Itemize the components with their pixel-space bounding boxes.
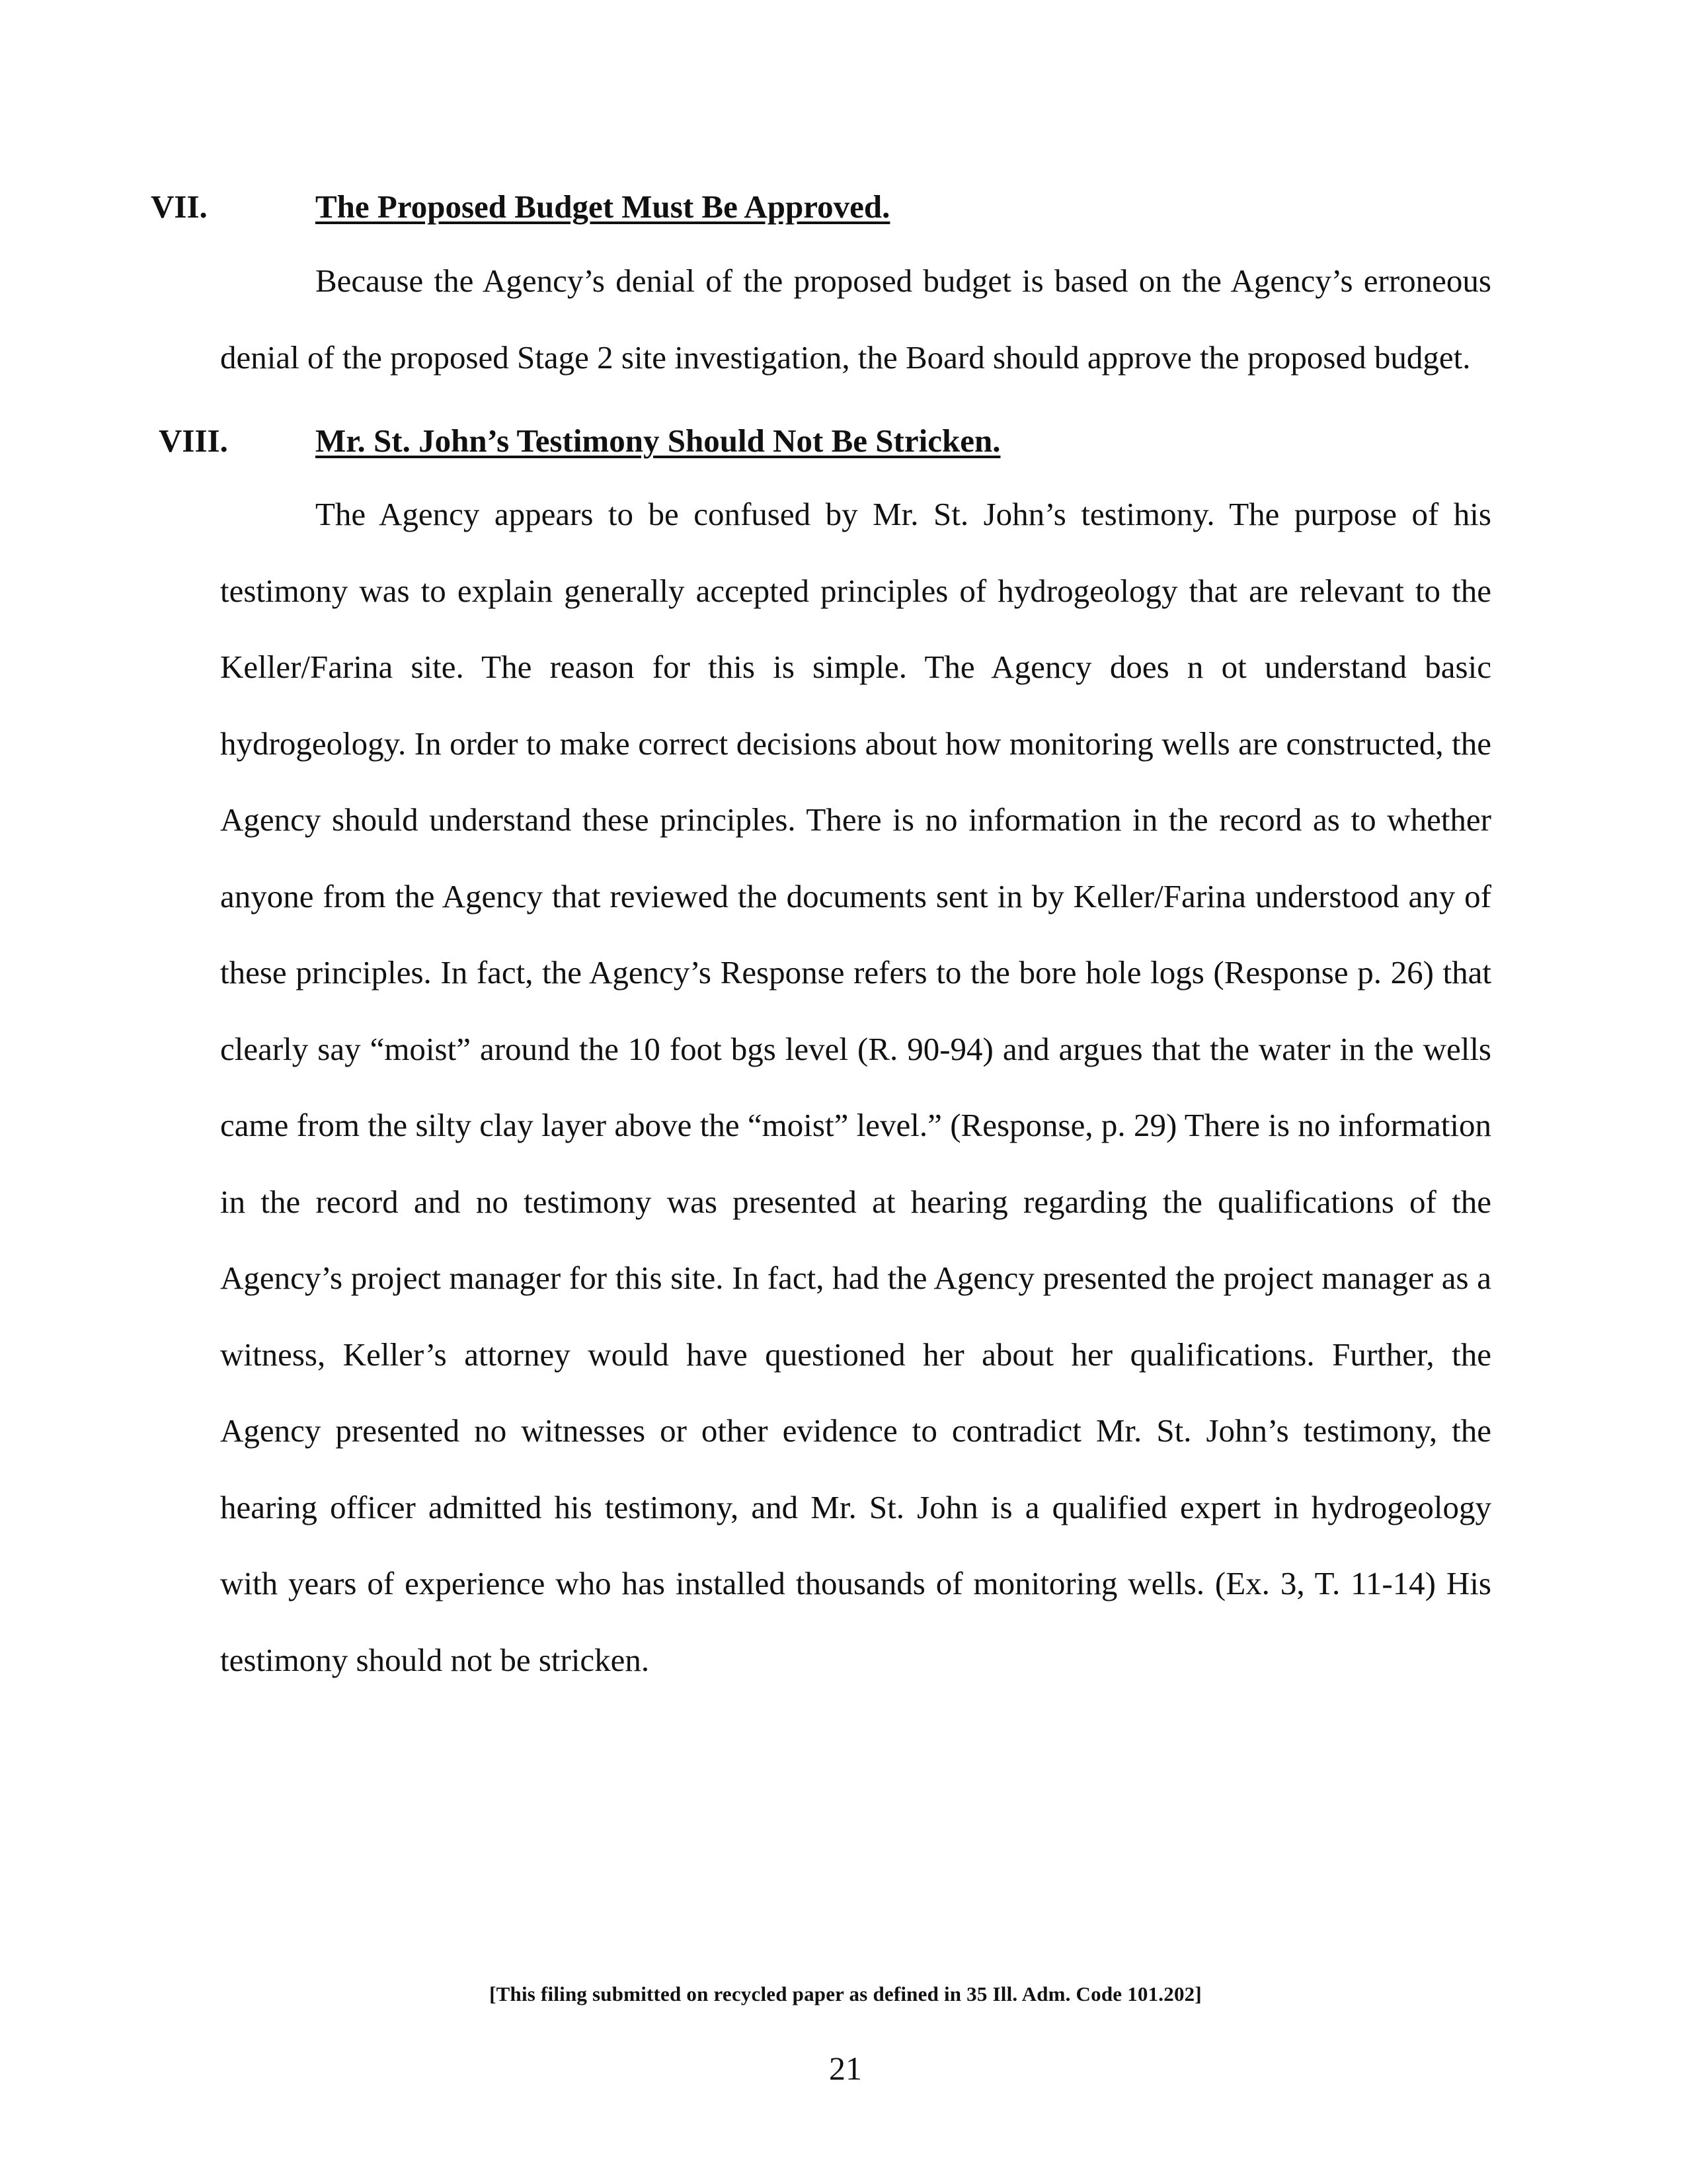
section-paragraph: Because the Agency’s denial of the proposed budget is based on the Agency’s erroneous denial of the proposed Stage 2 site investigation, the Board should approve the proposed budget. [220,263,1491,376]
recycled-paper-note: [This filing submitted on recycled paper as defined in 35 Ill. Adm. Code 101.202] [489,1982,1202,2005]
section-paragraph: The Agency appears to be confused by Mr. St. John’s testimony. The purpose of his testimony was to explain generally accepted principles of hydrogeology that are relevant to the Keller/Farina site. The reason for this is simple. The Agency does n ot understand basic hydrogeology. In order to make correct decisions about how monitoring wells are constructed, the Agency should understand these principles. There is no information in the record as to whether anyone from the Agency that reviewed the documents sent in by Keller/Farina understood any of these principles. In fact, the Agency’s Response refers to the bore hole logs (Response p. 26) that clearly say “moist” around the 10 foot bgs level (R. 90-94) and argues that the water in the wells came from the silty clay layer above the “moist” level.” (Response, p. 29) There is no information in the record and no testimony was presented at hearing regarding the qualifications of the Agency’s project manager for this site. In fact, had the Agency presented the project manager as a witness, Keller’s attorney would have questioned her about her qualifications. Further, the Agency presented no witnesses or other evidence to contradict Mr. St. John’s testimony, the hearing officer admitted his testimony, and Mr. St. John is a qualified expert in hydrogeology with years of experience who has installed thousands of monitoring wells. (Ex. 3, T. 11-14) His testimony should not be stricken. [220,496,1491,1678]
section-number: VII. [151,188,208,225]
page-number: 21 [829,2050,862,2087]
section-title: Mr. St. John’s Testimony Should Not Be Stricken. [315,423,1001,459]
section-title: The Proposed Budget Must Be Approved. [315,188,890,225]
section-number: VIII. [159,423,228,459]
